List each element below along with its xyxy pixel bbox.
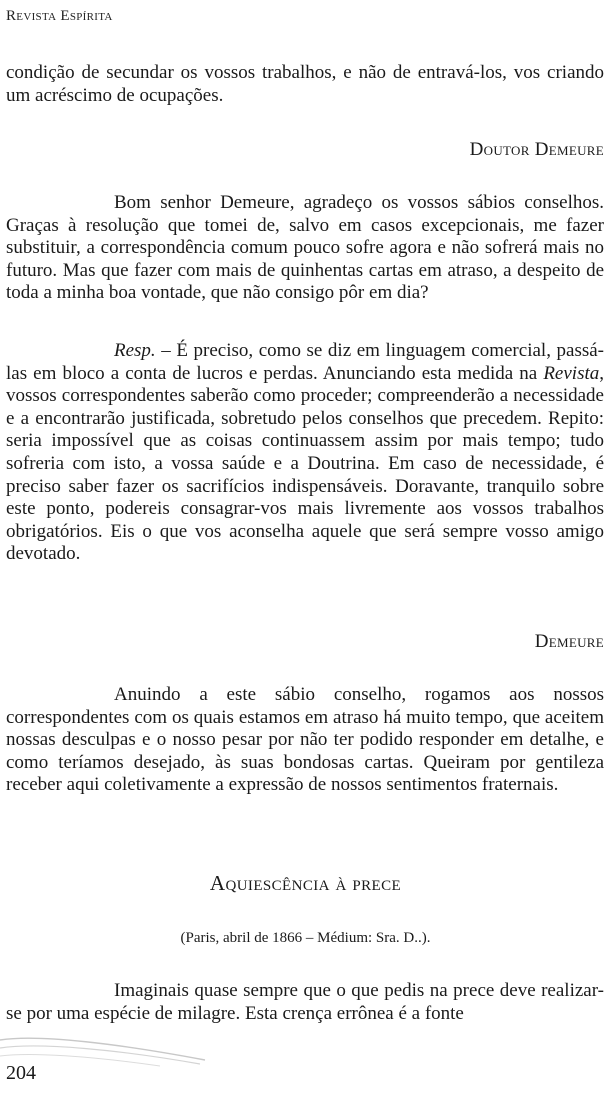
response-text-part-2: , vossos correspondentes saberão como proceder; compreenderão a necessidade e a encontrarão justificada, sobretudo pelos conselhos que precedem. Repito: seria impossível que as coisas continuassem assim por mais tempo; tudo sofreria com isto, a vossa saúde e a Doutrina. Em caso de necessidade, é preciso saber fazer os sacrifícios indispensáveis. Doravante, tranquilo sobre este ponto, podereis consagrar-vos mais livremente aos vossos trabalhos obrigatórios. Eis o que vos aconselha aquele que será sempre vosso amigo devotado. [6, 362, 604, 565]
revista-italic: Revista [543, 362, 600, 384]
resp-label: Resp. [114, 340, 156, 361]
signature-doutor-demeure: Doutor Demeure [469, 139, 604, 160]
section-subtitle: (Paris, abril de 1866 – Médium: Sra. D..). [180, 930, 431, 946]
paragraph-response [6, 340, 604, 566]
paragraph-reply-to-demeure: Bom senhor Demeure, agradeço os vossos sábios conselhos. Graças à resolução que tomei de, salvo em casos excepcionais, me fazer substituir, a correspondência comum pouco sofre agora e não sofrerá mais no futuro. Mas que fazer com mais de quinhentas cartas em atraso, a despeito de toda a minha boa vontade, que não consigo pôr em dia? [6, 192, 604, 304]
signature-demeure: Demeure [534, 631, 604, 652]
section-title: Aquiescência à prece [209, 871, 402, 895]
paragraph-anuindo: Anuindo a este sábio conselho, rogamos aos nossos correspondentes com os quais estamos em atraso há muito tempo, que aceitem nossas desculpas e o nosso pesar por não ter podido responder em detalhe, e como teríamos desejado, às suas bondosas cartas. Queiram por gentileza receber aqui coletivamente a expressão de nossos sentimentos fraternais. [6, 684, 604, 796]
running-header: Revista Espírita [6, 8, 113, 24]
paragraph-continuation: condição de secundar os vossos trabalhos, e não de entravá-los, vos criando um acréscimo de ocupações. [6, 62, 604, 106]
paragraph-imaginais: Imaginais quase sempre que o que pedis na prece deve realizar-se por uma espécie de milagre. Esta crença errônea é a fonte [6, 980, 604, 1024]
response-text-part-1: – É preciso, como se diz em linguagem comercial, passá-las em bloco a conta de lucros e perdas. Anunciando esta medida na [6, 340, 604, 384]
page-number: 204 [6, 1062, 36, 1084]
